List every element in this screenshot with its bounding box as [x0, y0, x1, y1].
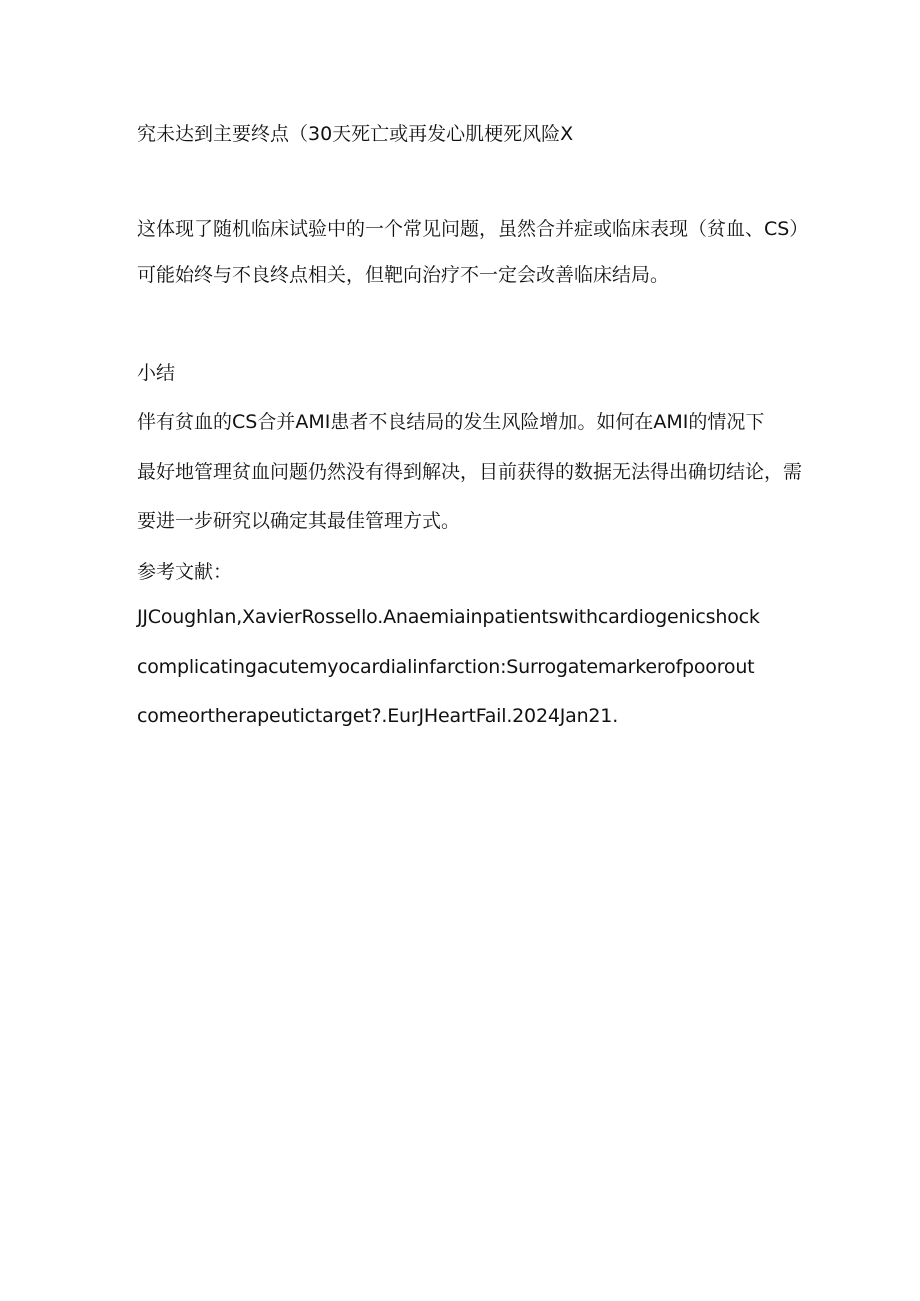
text-line-paragraph-1: 这体现了随机临床试验中的一个常见问题，虽然合并症或临床表现（贫血、CS） — [137, 218, 809, 240]
summary-line-3: 要进一步研究以确定其最佳管理方式。 — [137, 510, 461, 532]
reference-line-2: complicatingacutemyocardialinfarction:Surrogatemarkerofpoorout — [137, 656, 755, 678]
text-line-paragraph-2: 可能始终与不良终点相关，但靶向治疗不一定会改善临床结局。 — [137, 264, 670, 286]
text-line-trial-result: 究未达到主要终点（30天死亡或再发心肌梗死风险X — [137, 123, 574, 145]
reference-line-1: JJCoughlan,XavierRossello.Anaemiainpatientswithcardiogenicshock — [137, 606, 760, 628]
reference-line-3: comeortherapeutictarget?.EurJHeartFail.2024Jan21. — [137, 705, 619, 727]
references-heading: 参考文献： — [137, 561, 233, 583]
summary-line-2: 最好地管理贫血问题仍然没有得到解决，目前获得的数据无法得出确切结论，需 — [137, 461, 803, 483]
section-heading-summary: 小结 — [137, 362, 176, 384]
summary-line-1: 伴有贫血的CS合并AMI患者不良结局的发生风险增加。如何在AMI的情况下 — [137, 411, 765, 433]
